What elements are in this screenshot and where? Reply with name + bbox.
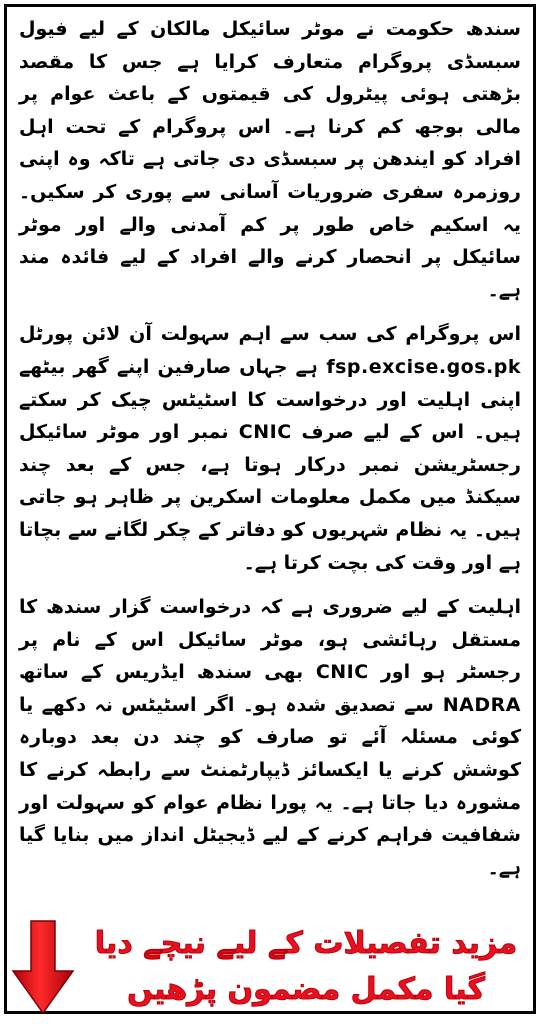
read-more-line-2: گیا مکمل مضمون پڑھیں — [127, 972, 485, 1007]
read-more-line-1: مزید تفصیلات کے لیے نیچے دیا — [94, 926, 518, 961]
article-paragraph-1: سندھ حکومت نے موٹر سائیکل مالکان کے لیے فیول سبسڈی پروگرام متعارف کرایا ہے جس کا مقصد بڑھتی ہوئی پیٹرول کی قیمتوں کے باعث عوام پر مالی بوجھ کم کرنا ہے۔ اس پروگرام کے تحت اہل افراد کو ایندھن پر سبسڈی دی جاتی ہے تاکہ وہ اپنی روزمرہ سفری ضروریات آسانی سے پوری کر سکیں۔ یہ اسکیم خاص طور پر کم آمدنی والے اور موٹر سائیکل پر انحصار کرنے والے افراد کے لیے فائدہ مند ہے۔ — [19, 18, 521, 301]
article-frame — [4, 4, 536, 1014]
down-arrow-icon[interactable] — [9, 919, 77, 1015]
article-body — [19, 13, 521, 884]
read-more-text[interactable] — [85, 921, 527, 1013]
article-paragraph-2: اس پروگرام کی سب سے اہم سہولت آن لائن پورٹل fsp.excise.gos.pk ہے جہاں صارفین اپنے گھر بیٹھے اپنی اہلیت اور درخواست کا اسٹیٹس چیک کر سکتے ہیں۔ اس کے لیے صرف CNIC نمبر اور موٹر سائیکل رجسٹریشن نمبر درکار ہوتا ہے، جس کے بعد چند سیکنڈ میں مکمل معلومات اسکرین پر ظاہر ہو جاتی ہیں۔ یہ نظام شہریوں کو دفاتر کے چکر لگانے سے بچاتا ہے اور وقت کی بچت کرتا ہے۔ — [19, 323, 521, 574]
article-paragraph-3: اہلیت کے لیے ضروری ہے کہ درخواست گزار سندھ کا مستقل رہائشی ہو، موٹر سائیکل اس کے نام پر رجسٹر ہو اور CNIC بھی سندھ ایڈریس کے ساتھ NADRA سے تصدیق شدہ ہو۔ اگر اسٹیٹس نہ دکھے یا کوئی مسئلہ آئے تو صارف کو چند دن بعد دوبارہ کوشش کرنے یا ایکسائز ڈیپارٹمنٹ سے رابطہ کرنے کا مشورہ دیا جاتا ہے۔ یہ پورا نظام عوام کو سہولت اور شفافیت فراہم کرنے کے لیے ڈیجیٹل انداز میں بنایا گیا ہے۔ — [19, 596, 521, 879]
read-more-banner[interactable] — [7, 919, 533, 1015]
